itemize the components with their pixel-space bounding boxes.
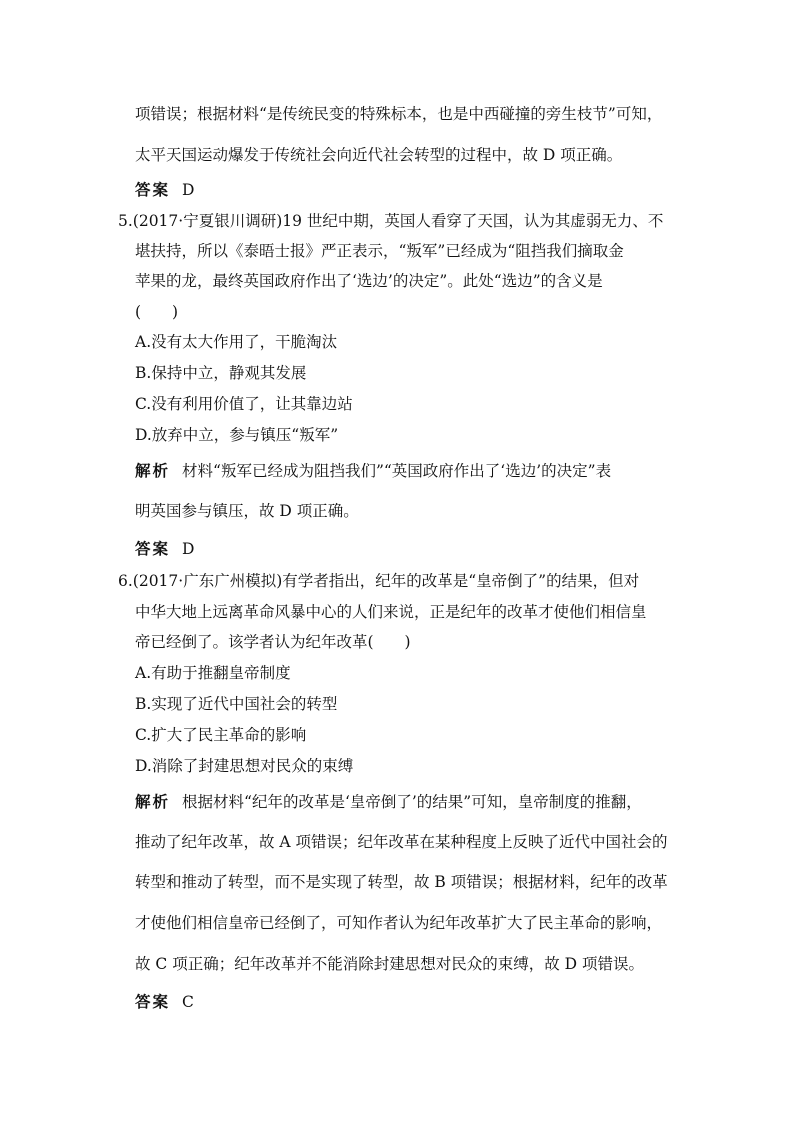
q5-stem-line-4: ( ) <box>135 303 179 321</box>
answer-label: 答案 <box>135 993 171 1011</box>
q6-analysis-line-1 <box>135 792 642 812</box>
q5-answer <box>135 539 194 559</box>
q5-stem-line-3: 苹果的龙，最终英国政府作出了‘选边’的决定”。此处“选边”的含义是 <box>135 272 603 290</box>
answer-value: C <box>182 993 194 1011</box>
q6-stem-line-3: 帝已经倒了。该学者认为纪年改革( ) <box>135 633 411 651</box>
q5-stem-line-2: 堪扶持，所以《泰晤士报》严正表示，“叛军”已经成为“阻挡我们摘取金 <box>135 242 624 260</box>
analysis-text: 材料“叛军已经成为阻挡我们”“英国政府作出了‘选边’的决定”表 <box>182 462 612 480</box>
answer-label: 答案 <box>135 540 171 558</box>
answer-value: D <box>182 540 195 558</box>
q6-option-b: B.实现了近代中国社会的转型 <box>135 695 338 713</box>
q5-analysis-line-2: 明英国参与镇压，故 D 项正确。 <box>135 502 359 520</box>
q5-option-c: C.没有利用价值了，让其靠边站 <box>135 395 353 413</box>
q6-analysis-line-4: 才使他们相信皇帝已经倒了，可知作者认为纪年改革扩大了民主革命的影响， <box>135 914 663 932</box>
q5-option-d: D.放弃中立，参与镇压“叛军” <box>135 426 339 444</box>
q6-analysis-line-3: 转型和推动了转型，而不是实现了转型，故 B 项错误；根据材料，纪年的改革 <box>135 873 668 891</box>
answer-label: 答案 <box>135 181 171 199</box>
analysis-label: 解析 <box>135 462 171 480</box>
answer-value: D <box>182 181 195 199</box>
q5-option-a: A.没有太大作用了，干脆淘汰 <box>135 333 338 351</box>
q6-answer <box>135 992 194 1012</box>
analysis-text: 根据材料“纪年的改革是‘皇帝倒了’的结果”可知，皇帝制度的推翻， <box>182 793 642 811</box>
intro-line-1: 项错误；根据材料“是传统民变的特殊标本，也是中西碰撞的旁生枝节”可知， <box>135 105 663 123</box>
q6-stem-line-1: 6.(2017·广东广州模拟)有学者指出，纪年的改革是“皇帝倒了”的结果，但对 <box>118 572 640 590</box>
analysis-label: 解析 <box>135 793 171 811</box>
answer-prev <box>135 180 194 200</box>
q6-option-c: C.扩大了民主革命的影响 <box>135 726 307 744</box>
q6-option-d: D.消除了封建思想对民众的束缚 <box>135 757 354 775</box>
intro-line-2: 太平天国运动爆发于传统社会向近代社会转型的过程中，故 D 项正确。 <box>135 146 623 164</box>
q6-stem-line-2: 中华大地上远离革命风暴中心的人们来说，正是纪年的改革才使他们相信皇 <box>135 603 647 621</box>
q5-stem-line-1: 5.(2017·宁夏银川调研)19 世纪中期，英国人看穿了天国，认为其虚弱无力、不 <box>118 212 664 230</box>
q5-option-b: B.保持中立，静观其发展 <box>135 364 307 382</box>
q6-analysis-line-2: 推动了纪年改革，故 A 项错误；纪年改革在某种程度上反映了近代中国社会的 <box>135 833 668 851</box>
q5-analysis-line-1 <box>135 461 611 481</box>
q6-option-a: A.有助于推翻皇帝制度 <box>135 664 291 682</box>
q6-analysis-line-5: 故 C 项正确；纪年改革并不能消除封建思想对民众的束缚，故 D 项错误。 <box>135 955 644 973</box>
